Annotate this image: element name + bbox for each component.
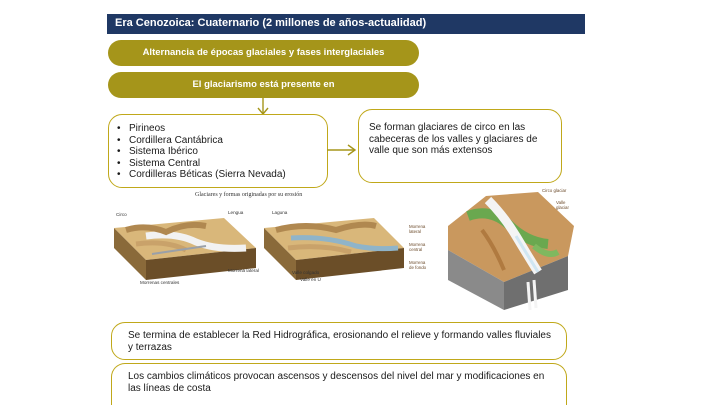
label-lengua: Lengua (228, 210, 244, 215)
slide-title: Era Cenozoica: Cuaternario (2 millones de años-actualidad) (115, 17, 427, 29)
list-item: • Cordillera Cantábrica (117, 135, 286, 147)
label-valle-en-u: Valle en U (300, 277, 321, 282)
label-morrenas-centrales: Morrenas centrales (140, 280, 180, 285)
glacier-types-text: Se forman glaciares de circo en las cabeceras de los valles y glaciares de valle que son más extensos (369, 122, 538, 156)
regions-box (108, 114, 328, 188)
sea-level-text: Los cambios climáticos provocan ascensos y descensos del nivel del mar y modificaciones en las líneas de costa (128, 371, 545, 394)
pill-glaciarism-text: El glaciarismo está presente en (192, 79, 335, 90)
regions-list (117, 123, 286, 181)
glacier-types-box (358, 109, 562, 183)
right-arrow-icon (327, 143, 357, 157)
label-laguna: Laguna (272, 210, 288, 215)
label-valle-colgado: Valle colgado (292, 270, 320, 275)
list-item: • Sistema Ibérico (117, 146, 286, 158)
label-morrena-lateral: Morrena lateral (228, 268, 259, 273)
pill-glaciarism (108, 72, 419, 98)
hydrographic-network-box (111, 322, 567, 360)
list-item: • Sistema Central (117, 158, 286, 170)
label-morrena-de-fondo: Morrena de fondo (409, 260, 427, 270)
label-morrena-central: Morrena central (409, 242, 426, 252)
label-valle-glaciar: Valle glaciar (556, 200, 569, 210)
sea-level-box (111, 363, 567, 405)
pill-glacial-phases-text: Alternancia de épocas glaciales y fases interglaciales (142, 47, 385, 58)
pill-glacial-phases (108, 40, 419, 66)
list-item: • Pirineos (117, 123, 286, 135)
glacier-landforms-illustration (106, 196, 406, 288)
hydrographic-network-text: Se termina de establecer la Red Hidrográfica, erosionando el relieve y formando valles fluviales y terrazas (128, 330, 551, 353)
label-morrena-lateral-r: Morrena lateral (409, 224, 426, 234)
header-bar (107, 14, 585, 34)
valley-glacier-illustration (408, 186, 576, 312)
label-circo-glaciar: Circo glaciar (542, 188, 567, 193)
list-item: • Cordilleras Béticas (Sierra Nevada) (117, 169, 286, 181)
figure-caption: Glaciares y formas originadas por su erosión (195, 192, 303, 198)
label-circo: Circo (116, 212, 127, 217)
